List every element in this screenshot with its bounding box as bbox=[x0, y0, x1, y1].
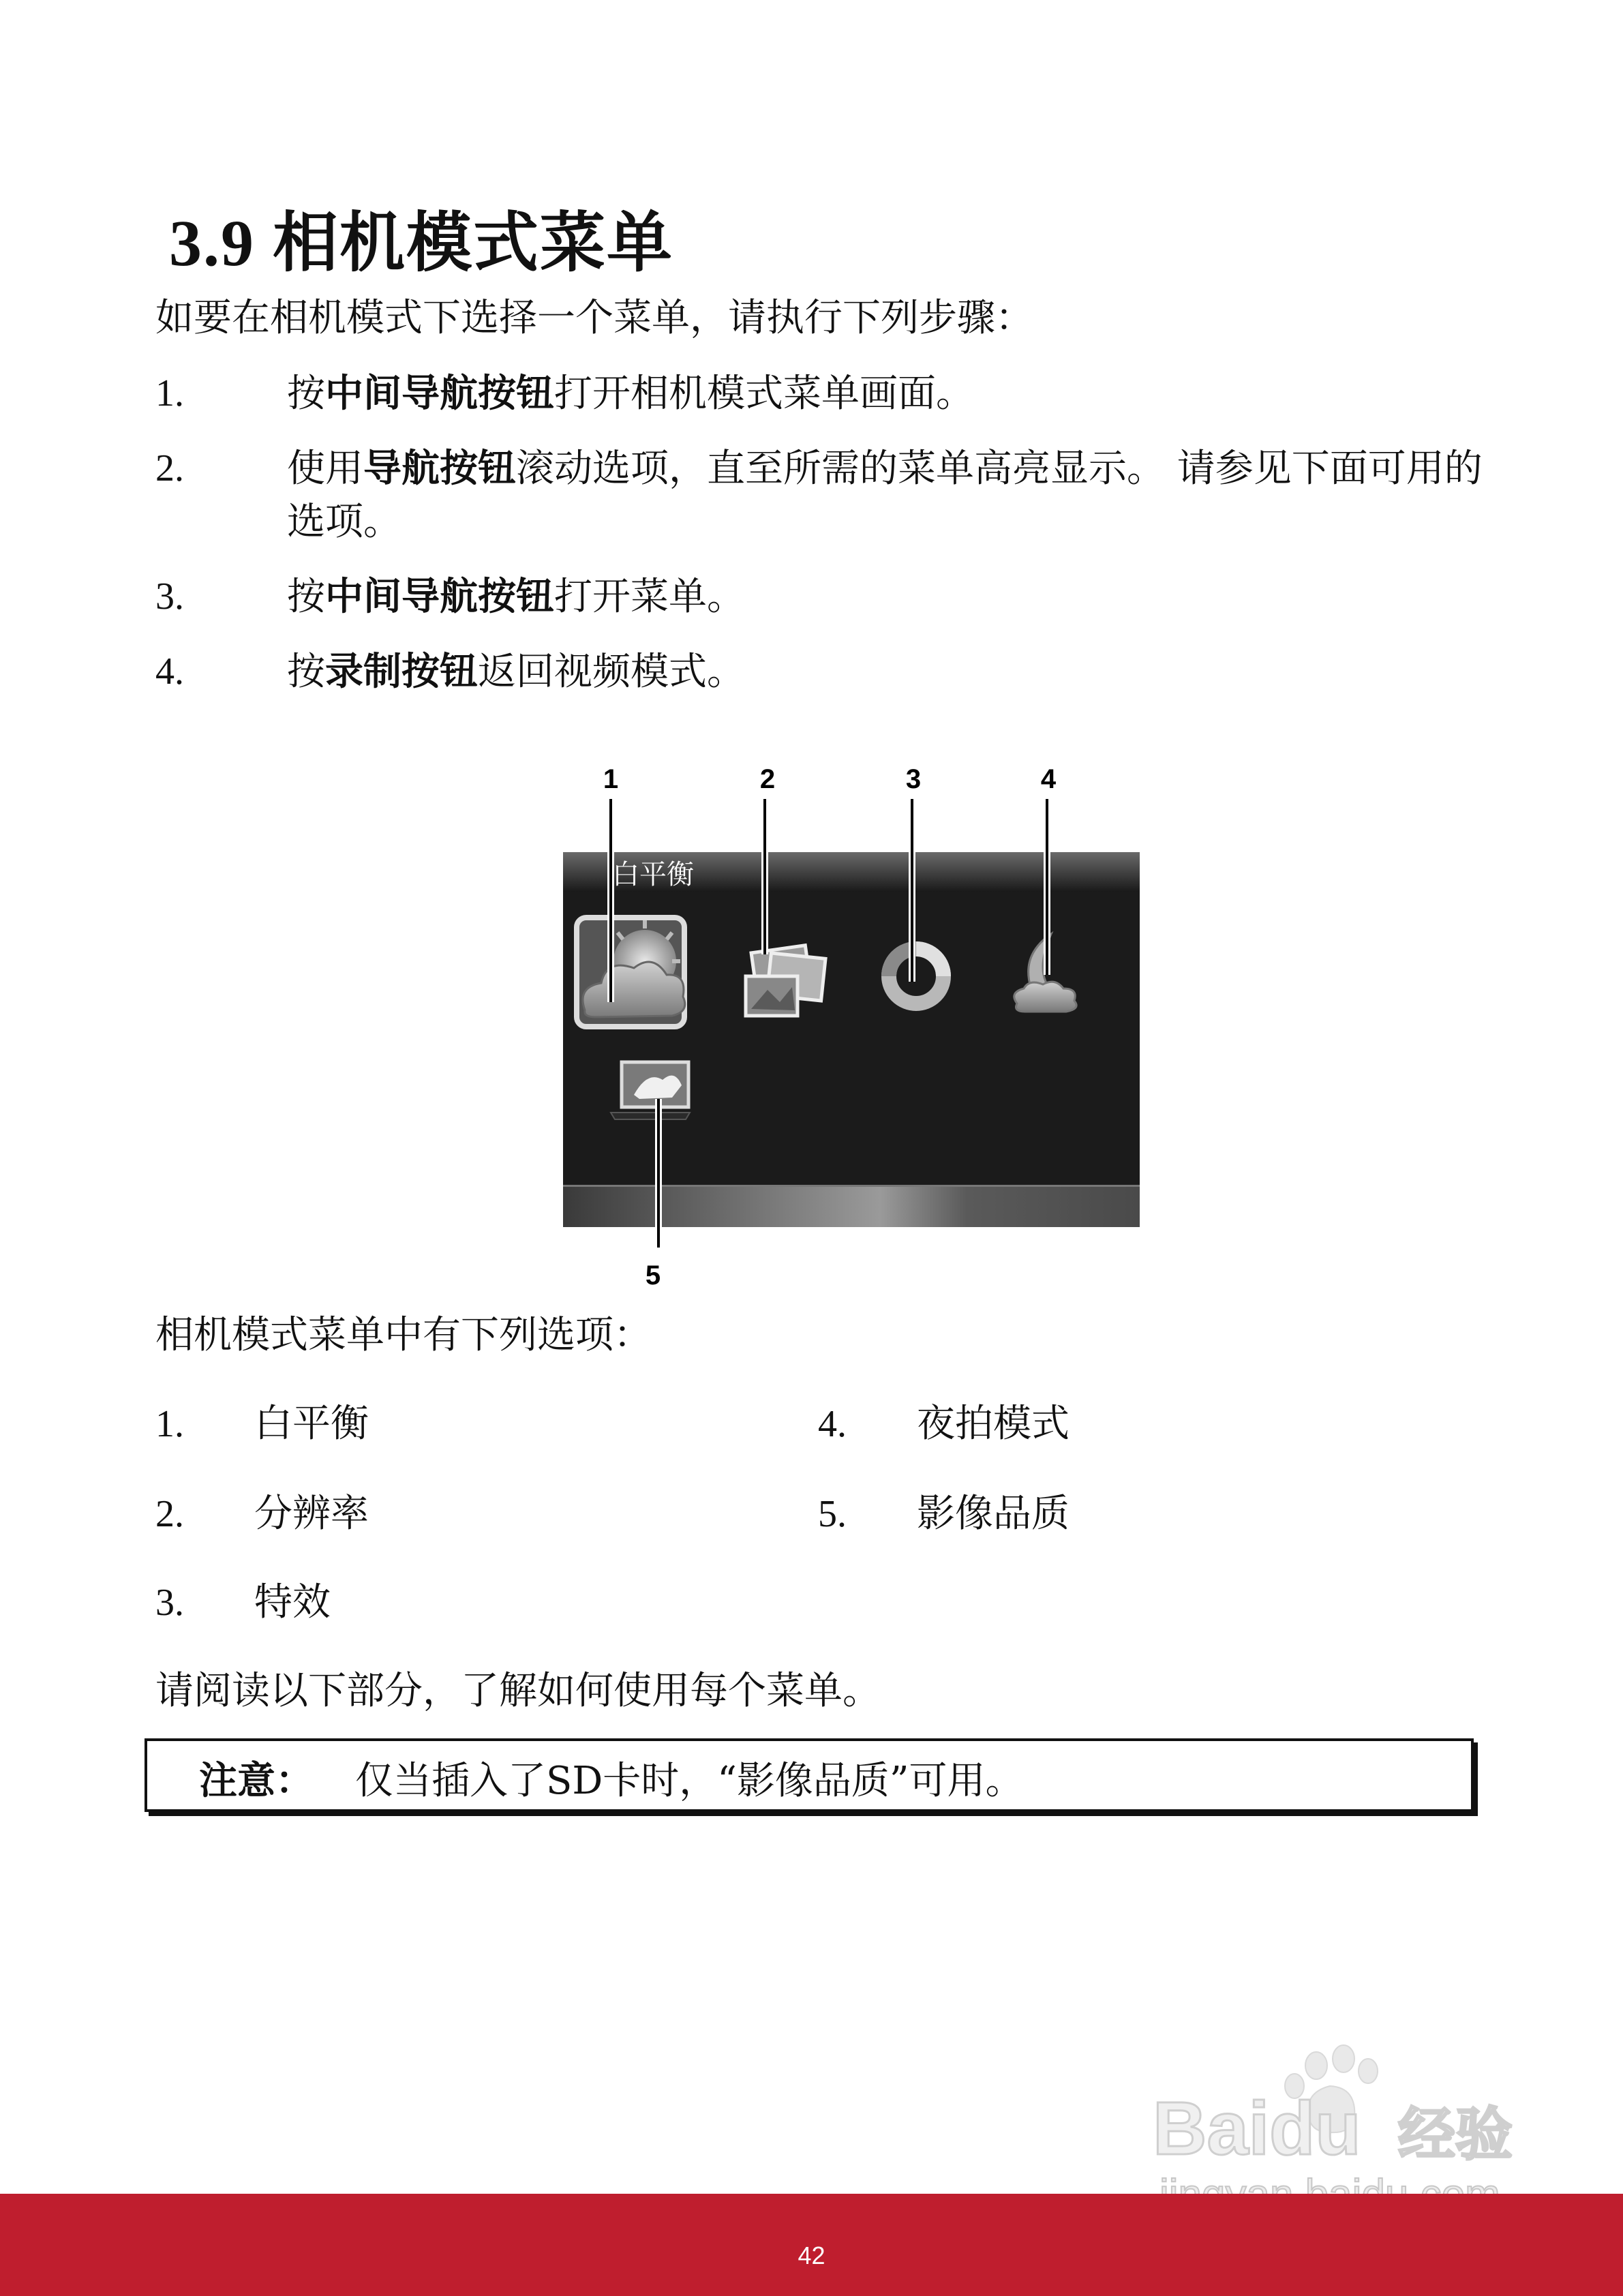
callout-3: 3 bbox=[905, 764, 922, 794]
note-text: 仅当插入了SD卡时，“影像品质”可用。 bbox=[355, 1759, 1024, 1803]
screen-background bbox=[563, 852, 1140, 1227]
option-number: 3. bbox=[155, 1582, 184, 1624]
option-label: 影像品质 bbox=[917, 1492, 1070, 1536]
section-heading: 3.9 相机模式菜单 bbox=[169, 207, 673, 280]
option-number: 5. bbox=[818, 1493, 847, 1535]
callout-4: 4 bbox=[1040, 764, 1057, 794]
watermark-brand: Baidu bbox=[1153, 2087, 1361, 2171]
camera-menu-figure bbox=[563, 750, 1140, 1295]
option-label: 白平衡 bbox=[254, 1402, 369, 1446]
callout-1: 1 bbox=[603, 764, 619, 794]
step-number: 4. bbox=[155, 650, 184, 693]
option-label: 分辨率 bbox=[254, 1492, 369, 1536]
option-label: 夜拍模式 bbox=[917, 1402, 1070, 1446]
note-label: 注意： bbox=[199, 1758, 314, 1803]
step-text: 按中间导航按钮打开相机模式菜单画面。 bbox=[287, 371, 974, 416]
step-text: 按中间导航按钮打开菜单。 bbox=[287, 574, 745, 619]
callout-2: 2 bbox=[759, 764, 776, 794]
screen-bottom-bar bbox=[563, 1186, 1140, 1227]
option-number: 2. bbox=[155, 1493, 184, 1535]
step-number: 2. bbox=[155, 447, 184, 489]
intro-text: 如要在相机模式下选择一个菜单，请执行下列步骤： bbox=[155, 296, 1033, 340]
watermark-brand-cn: 经验 bbox=[1398, 2101, 1513, 2168]
callout-5: 5 bbox=[645, 1260, 661, 1290]
menu-title: 白平衡 bbox=[612, 859, 694, 890]
page-number: 42 bbox=[798, 2241, 825, 2269]
white-balance-icon bbox=[577, 918, 685, 1027]
option-number: 4. bbox=[818, 1403, 847, 1445]
page-footer bbox=[0, 2194, 1623, 2296]
step-text: 使用导航按钮滚动选项，直至所需的菜单高亮显示。 请参见下面可用的选项。 bbox=[287, 446, 1483, 544]
options-intro: 相机模式菜单中有下列选项： bbox=[155, 1313, 652, 1357]
read-more-text: 请阅读以下部分，了解如何使用每个菜单。 bbox=[155, 1669, 881, 1713]
step-number: 1. bbox=[155, 372, 184, 414]
step-number: 3. bbox=[155, 575, 184, 618]
note-box bbox=[145, 1738, 1474, 1812]
step-text: 按录制按钮返回视频模式。 bbox=[287, 649, 745, 694]
baidu-watermark bbox=[1146, 2038, 1528, 2216]
option-label: 特效 bbox=[254, 1580, 331, 1625]
option-number: 1. bbox=[155, 1403, 184, 1445]
